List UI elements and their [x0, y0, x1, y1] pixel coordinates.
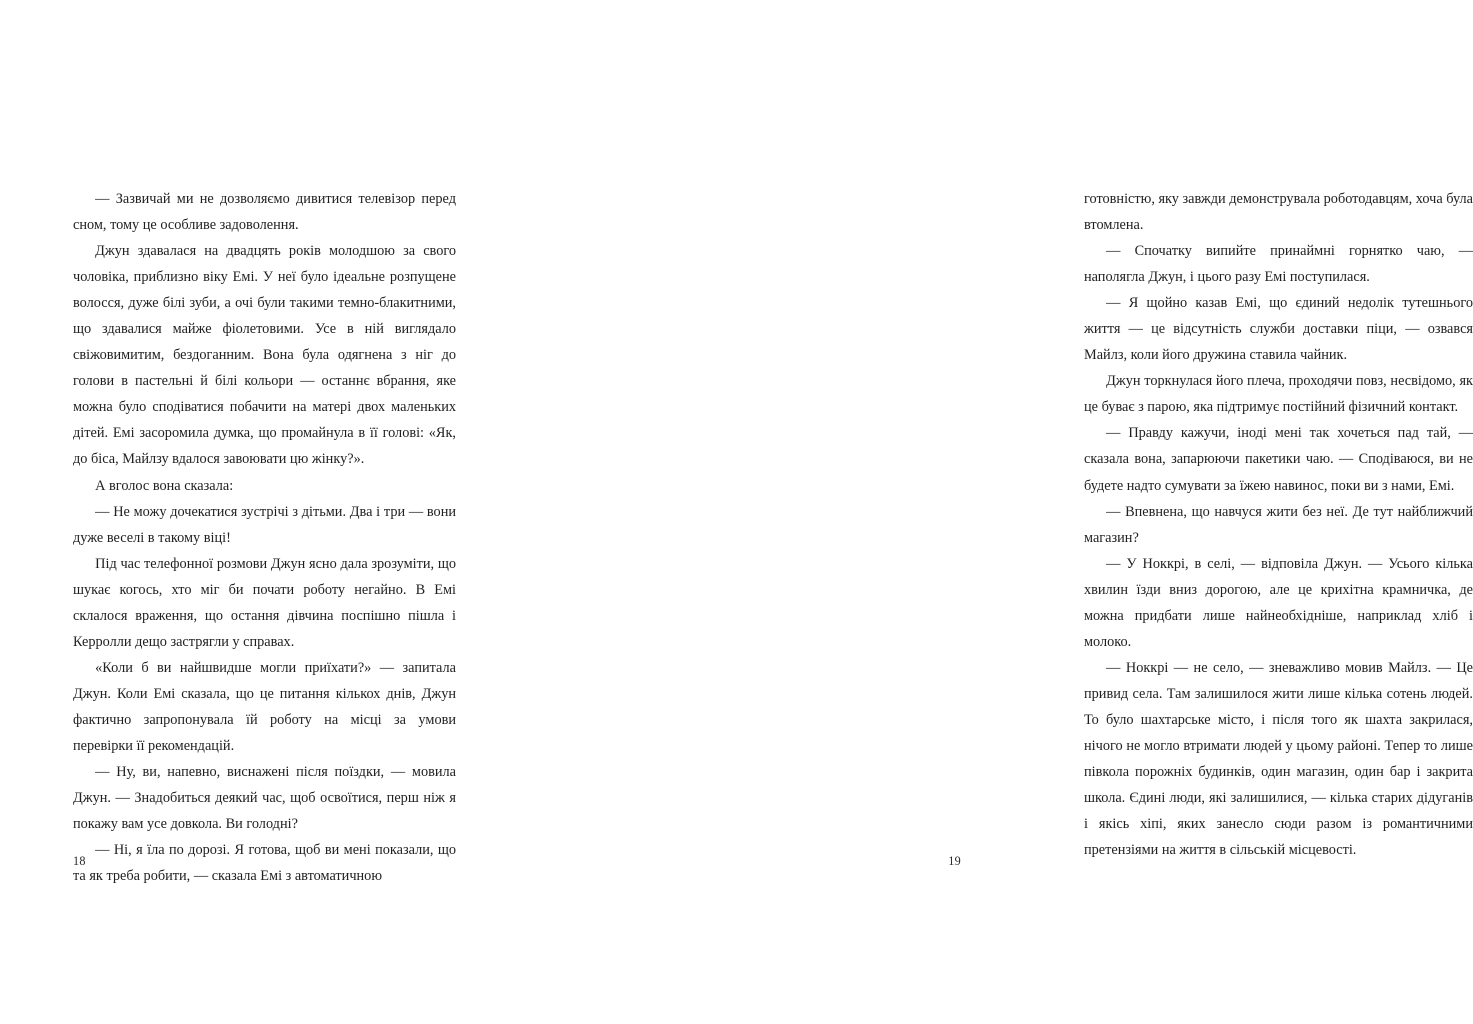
paragraph: — Правду кажучи, іноді мені так хочеться пад тай, — сказала вона, запарюючи пакетики чаю. — Сподіваюся, ви не будете надто сумувати за їжею навинос, поки ви з нами, Емі. [1084, 425, 1473, 494]
paragraph: — Зазвичай ми не дозволяємо дивитися телевізор перед сном, тому це особливе задоволення. [73, 191, 456, 234]
paragraph: — Ні, я їла по дорозі. Я готова, щоб ви мені показали, що та як треба робити, — сказала Емі з автоматичною [73, 842, 456, 885]
paragraph: — Не можу дочекатися зустрічі з дітьми. Два і три — вони дуже веселі в такому віці! [73, 503, 456, 546]
paragraph: Джун торкнулася його плеча, проходячи повз, несвідомо, як це буває з парою, яка підтримує постійний фізичний контакт. [1084, 373, 1473, 416]
paragraph: — Спочатку випийте принаймні горнятко чаю, — наполягла Джун, і цього разу Емі поступилася. [1084, 243, 1473, 286]
left-page [0, 0, 512, 1024]
paragraph: готовністю, яку завжди демонструвала роботодавцям, хоча була втомлена. [1084, 191, 1473, 234]
right-page [512, 0, 1473, 1024]
paragraph: — Ну, ви, напевно, виснажені після поїздки, — мовила Джун. — Знадобиться деякий час, щоб освоїтися, перш ніж я покажу вам усе довкола. Ви голодні? [73, 764, 456, 833]
paragraph: — Впевнена, що навчуся жити без неї. Де тут найближчий магазин? [1084, 503, 1473, 546]
paragraph: А вголос вона сказала: [95, 477, 234, 494]
paragraph: «Коли б ви найшвидше могли приїхати?» — запитала Джун. Коли Емі сказала, що це питання кількох днів, Джун фактично запропонувала їй роботу на місці за умови перевірки її рекомендацій. [73, 659, 456, 754]
paragraph: Під час телефонної розмови Джун ясно дала зрозуміти, що шукає когось, хто міг би почати роботу негайно. В Емі склалося враження, що остання дівчина поспішно пішла і Керролли дещо застрягли у справах. [73, 555, 456, 650]
right-page-text-column [1084, 186, 1473, 863]
page-number-left: 18 [73, 854, 86, 868]
paragraph: — Я щойно казав Емі, що єдиний недолік тутешнього життя — це відсутність служби доставки піци, — озвався Майлз, коли його дружина ставила чайник. [1084, 295, 1473, 364]
left-page-text-column [73, 186, 456, 889]
paragraph: — Ноккрі — не село, — зневажливо мовив Майлз. — Це привид села. Там залишилося жити лише кілька сотень людей. То було шахтарське місто, і після того як шахта закрилася, нічого не могло втримати людей у цьому районі. Тепер то лише півкола порожніх будинків, один магазин, один бар і закрита школа. Єдині люди, які залишилися, — кілька старих дідуганів і якісь хіпі, яких занесло сюди разом із романтичними претензіями на життя в сільській місцевості. [1084, 659, 1473, 859]
paragraph: — У Ноккрі, в селі, — відповіла Джун. — Усього кілька хвилин їзди вниз дорогою, але це крихітна крамничка, де можна придбати лише найнеобхідніше, наприклад хліб і молоко. [1084, 555, 1473, 650]
paragraph: Джун здавалася на двадцять років молодшою за свого чоловіка, приблизно віку Емі. У неї було ідеальне розпущене волосся, дуже білі зуби, а очі були такими темно-блакитними, що здавалися майже фіолетовими. Усе в ній виглядало свіжовимитим, бездоганним. Вона була одягнена з ніг до голови в пастельні й білі кольори — останнє вбрання, яке можна було сподіватися побачити на матері двох маленьких дітей. Емі засоромила думка, що промайнула в її голові: «Як, до біса, Майлзу вдалося завоювати цю жінку?». [73, 243, 456, 468]
page-number-right: 19 [948, 854, 961, 868]
